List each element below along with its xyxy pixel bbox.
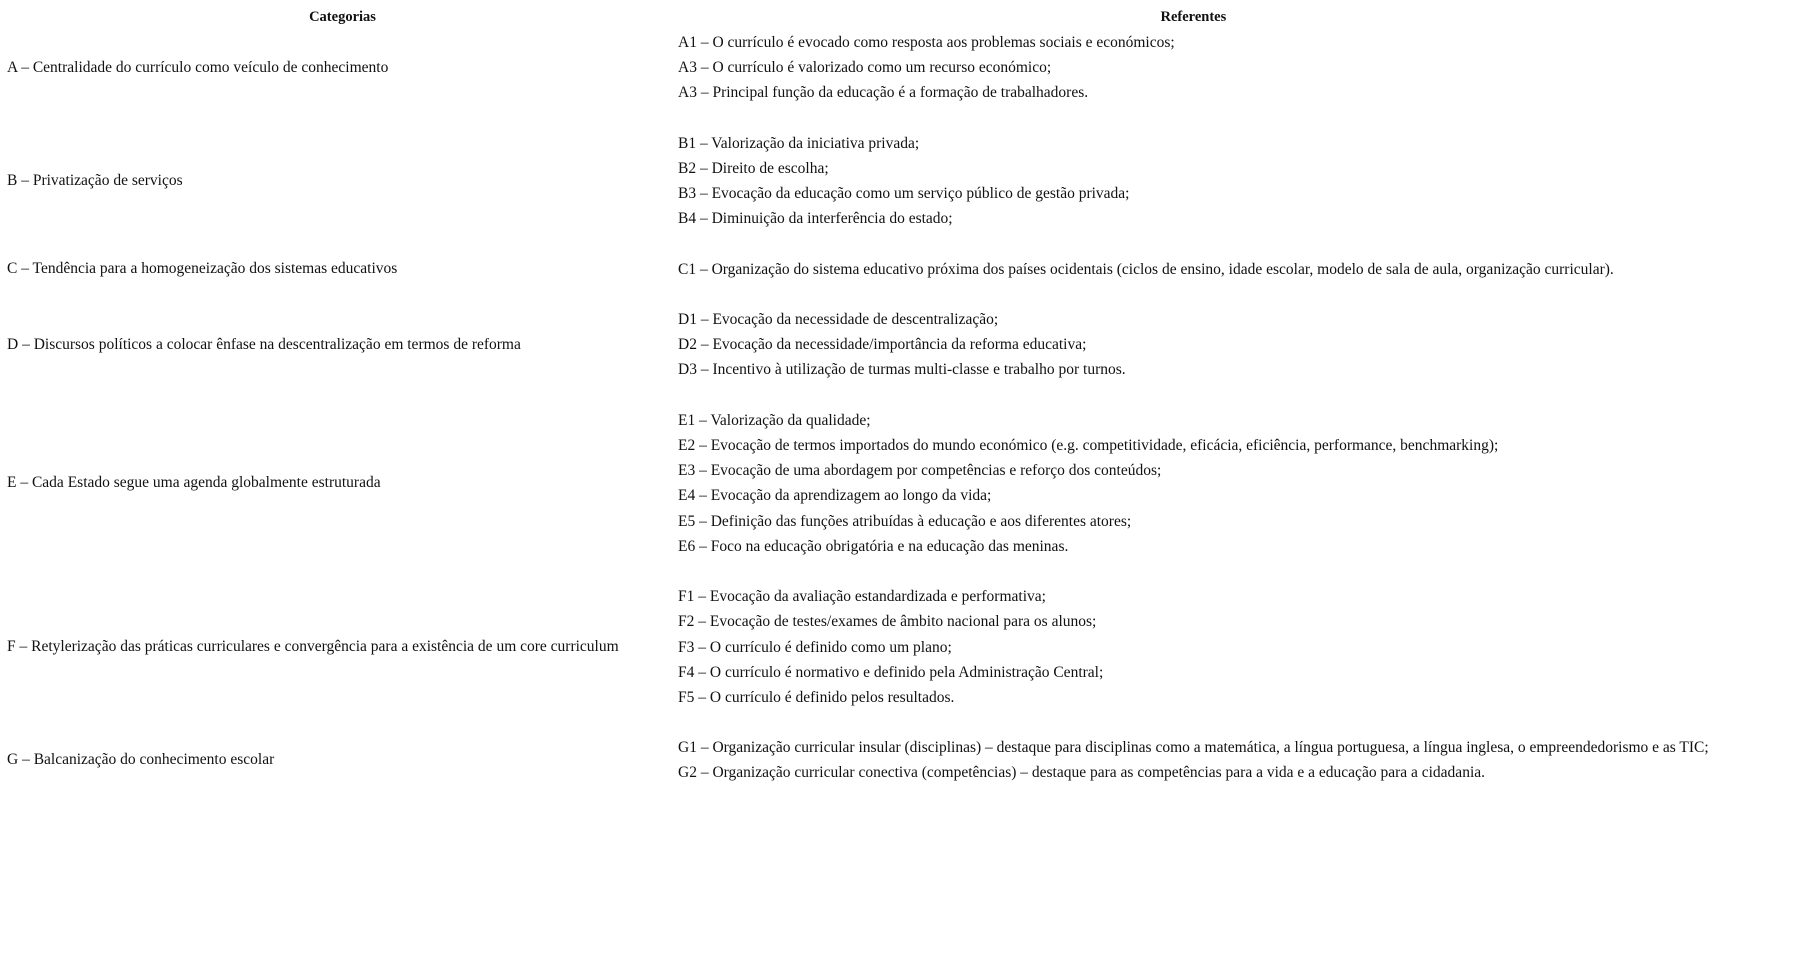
- spacer-cell: [7, 383, 678, 408]
- referents-cell: [678, 408, 1709, 559]
- spacer-cell: [7, 559, 678, 584]
- spacer-row: [7, 282, 1709, 307]
- table-body: [7, 30, 1709, 786]
- categories-table: [7, 5, 1709, 786]
- referent-item: F4 – O currículo é normativo e definido pela Administração Central;: [678, 663, 1104, 681]
- table-row: [7, 408, 1709, 559]
- referent-item: D3 – Incentivo à utilização de turmas multi-classe e trabalho por turnos.: [678, 361, 1126, 379]
- category-cell: D – Discursos políticos a colocar ênfase na descentralização em termos de reforma: [7, 335, 521, 353]
- category-cell: A – Centralidade do currículo como veículo de conhecimento: [7, 58, 389, 76]
- referents-cell: [678, 307, 1709, 383]
- spacer-cell: [678, 232, 1709, 257]
- referent-item: G2 – Organização curricular conectiva (competências) – destaque para as competências para a vida e a educação para a cidadania.: [678, 764, 1485, 782]
- referents-cell: [678, 257, 1709, 282]
- referent-item: E3 – Evocação de uma abordagem por competências e reforço dos conteúdos;: [678, 462, 1162, 480]
- referent-item: B2 – Direito de escolha;: [678, 159, 829, 177]
- referent-item: E2 – Evocação de termos importados do mundo económico (e.g. competitividade, eficácia, eficiência, performance, benchmarking);: [678, 437, 1499, 454]
- referent-item: C1 – Organização do sistema educativo próxima dos países ocidentais (ciclos de ensino, idade escolar, modelo de sala de aula, organização curricular).: [678, 260, 1614, 278]
- referent-item: D1 – Evocação da necessidade de descentralização;: [678, 311, 999, 329]
- spacer-cell: [7, 710, 678, 735]
- table-row: [7, 307, 1709, 383]
- category-cell: B – Privatização de serviços: [7, 172, 183, 190]
- category-cell: C – Tendência para a homogeneização dos sistemas educativos: [7, 260, 398, 278]
- spacer-cell: [678, 559, 1709, 584]
- referent-item: F1 – Evocação da avaliação estandardizada e performativa;: [678, 588, 1046, 606]
- referent-item: E5 – Definição das funções atribuídas à educação e aos diferentes atores;: [678, 512, 1132, 530]
- referent-item: B3 – Evocação da educação como um serviço público de gestão privada;: [678, 185, 1130, 203]
- spacer-cell: [7, 232, 678, 257]
- referent-item: F3 – O currículo é definido como um plano;: [678, 638, 952, 656]
- spacer-row: [7, 106, 1709, 131]
- spacer-cell: [678, 710, 1709, 735]
- referent-item: F5 – O currículo é definido pelos resultados.: [678, 688, 955, 706]
- table-row: [7, 584, 1709, 710]
- table-row: [7, 735, 1709, 785]
- category-cell: G – Balcanização do conhecimento escolar: [7, 751, 275, 769]
- spacer-cell: [7, 106, 678, 131]
- spacer-cell: [678, 282, 1709, 307]
- referent-item: D2 – Evocação da necessidade/importância da reforma educativa;: [678, 336, 1087, 354]
- referent-item: G1 – Organização curricular insular (disciplinas) – destaque para disciplinas como a matemática, a língua portuguesa, a língua inglesa, o empreendedorismo e as TIC;: [678, 739, 1709, 757]
- spacer-row: [7, 559, 1709, 584]
- table-row: [7, 131, 1709, 232]
- referent-item: F2 – Evocação de testes/exames de âmbito nacional para os alunos;: [678, 613, 1097, 631]
- table-row: [7, 30, 1709, 106]
- spacer-cell: [7, 282, 678, 307]
- referent-item: A3 – O currículo é valorizado como um recurso económico;: [678, 59, 1052, 77]
- referent-item: E1 – Valorização da qualidade;: [678, 411, 871, 429]
- spacer-cell: [678, 106, 1709, 131]
- spacer-row: [7, 710, 1709, 735]
- header-categories: Categorias: [309, 9, 376, 25]
- referents-cell: [678, 735, 1709, 785]
- referent-item: A1 – O currículo é evocado como resposta aos problemas sociais e económicos;: [678, 34, 1175, 51]
- spacer-row: [7, 232, 1709, 257]
- referents-cell: [678, 131, 1709, 232]
- header-row: [7, 5, 1709, 30]
- referents-cell: [678, 584, 1709, 710]
- referent-item: A3 – Principal função da educação é a formação de trabalhadores.: [678, 84, 1089, 102]
- referent-item: B4 – Diminuição da interferência do estado;: [678, 210, 953, 228]
- category-cell: E – Cada Estado segue uma agenda globalmente estruturada: [7, 474, 381, 492]
- referent-item: B1 – Valorização da iniciativa privada;: [678, 134, 920, 152]
- referent-item: E6 – Foco na educação obrigatória e na educação das meninas.: [678, 537, 1069, 555]
- referent-item: E4 – Evocação da aprendizagem ao longo da vida;: [678, 487, 992, 505]
- spacer-cell: [678, 383, 1709, 408]
- header-referents: Referentes: [1160, 9, 1227, 25]
- spacer-row: [7, 383, 1709, 408]
- table-row: [7, 257, 1709, 282]
- referents-cell: [678, 30, 1709, 106]
- category-cell: F – Retylerização das práticas curriculares e convergência para a existência de um core curriculum: [7, 638, 619, 656]
